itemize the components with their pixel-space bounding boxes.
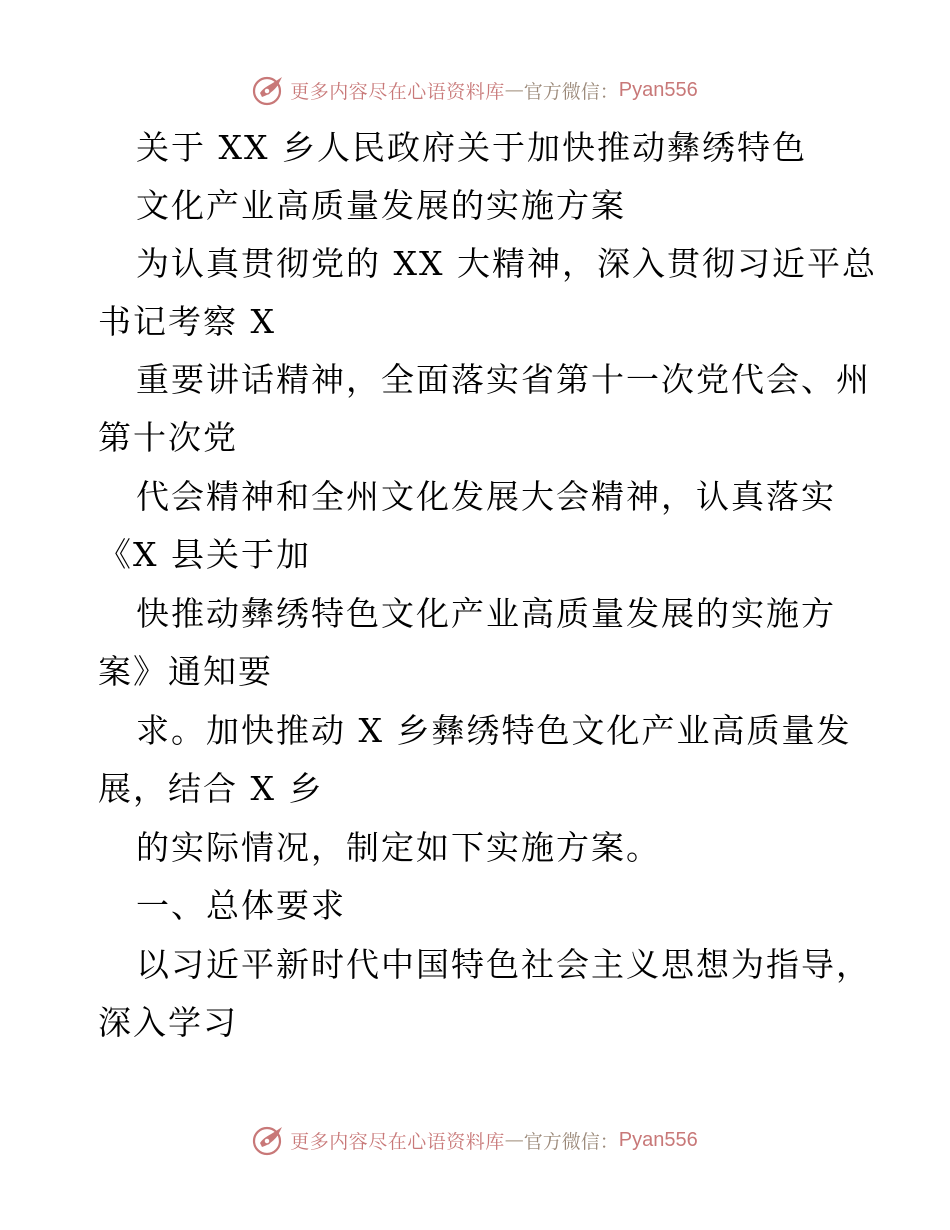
doc-text-line: 以习近平新时代中国特色社会主义思想为指导， (136, 945, 871, 984)
doc-title-line-1: 关于 XX 乡人民政府关于加快推动彝绣特色 (136, 128, 807, 167)
watermark-wechat-id: Pyan556 (618, 1128, 698, 1151)
doc-text-line: 为认真贯彻党的 XX 大精神，深入贯彻习近平总 (136, 244, 877, 283)
doc-text-line: 第十次党 (98, 418, 238, 457)
footer-watermark (0, 1120, 950, 1160)
watermark-main-text: 更多内容尽在心语资料库 (290, 80, 505, 103)
watermark-wechat-label: 官方微信： (523, 80, 619, 103)
watermark-wechat-id: Pyan556 (618, 78, 698, 101)
doc-text-line: 重要讲话精神，全面落实省第十一次党代会、州 (136, 360, 871, 399)
doc-title-line-2: 文化产业高质量发展的实施方案 (136, 186, 626, 225)
doc-text-line: 《X 县关于加 (98, 535, 311, 574)
pen-nib-logo-icon (252, 1123, 286, 1157)
doc-text-line: 深入学习 (98, 1003, 238, 1042)
doc-text-line: 的实际情况，制定如下实施方案。 (136, 828, 661, 867)
doc-text-line: 案》通知要 (98, 652, 273, 691)
doc-text-line: 快推动彝绣特色文化产业高质量发展的实施方 (136, 594, 836, 633)
watermark-main-text: 更多内容尽在心语资料库 (290, 1130, 505, 1153)
doc-text-line: 代会精神和全州文化发展大会精神，认真落实 (136, 477, 836, 516)
watermark-dash: — (504, 1129, 524, 1151)
watermark-dash: — (504, 79, 524, 101)
doc-text-line: 展，结合 X 乡 (98, 769, 324, 808)
watermark-wechat-label: 官方微信： (523, 1130, 619, 1153)
section-heading: 一、总体要求 (136, 886, 346, 925)
pen-nib-logo-icon (252, 73, 286, 107)
header-watermark (0, 70, 950, 110)
doc-text-line: 求。加快推动 X 乡彝绣特色文化产业高质量发 (136, 711, 852, 750)
doc-text-line: 书记考察 X (98, 302, 276, 341)
